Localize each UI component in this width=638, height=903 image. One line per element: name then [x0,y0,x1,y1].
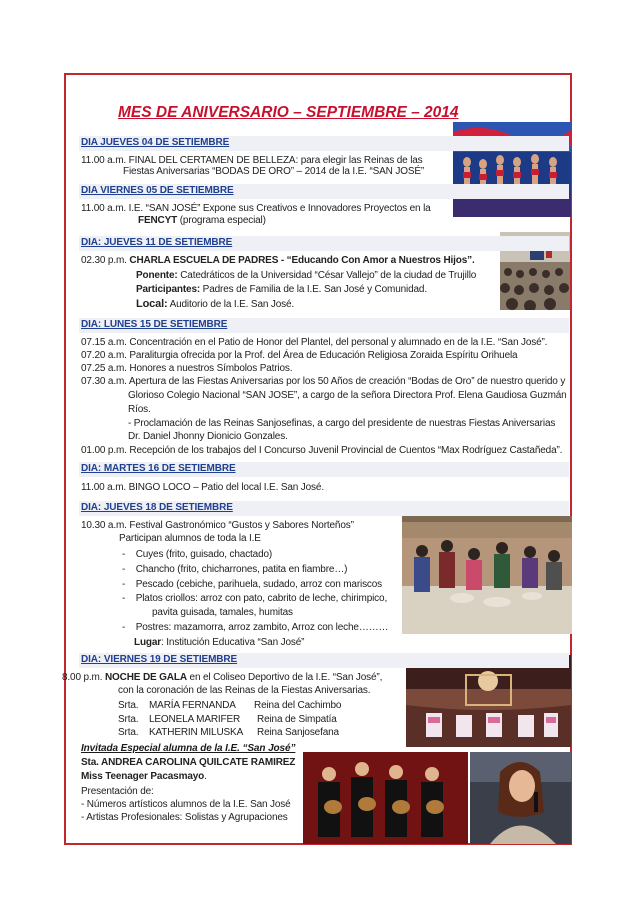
ponente-text: Catedráticos de la Universidad “César Vallejo” de la ciudad de Trujillo [177,270,477,281]
event-line: 07.15 a.m. Concentración en el Patio de Honor del Plantel, del personal y alumnado en de la I.E. “San José”. [81,337,548,348]
queen-name: LEONELA MARIFER [149,714,241,725]
event-line: Participan alumnos de toda la I.E [119,533,261,544]
event-line: 10.30 a.m. Festival Gastronómico “Gustos y Sabores Norteños” [81,520,354,531]
food-list-item: pavita guisada, tamales, humitas [152,607,293,618]
lugar-label: Lugar [134,637,162,648]
fencyt-label: FENCYT [138,215,178,226]
gala-night-photo [406,655,571,747]
event-line: Glorioso Colegio Nacional “SAN JOSE”, a cargo de la señora Directora Prof. Elena Gaudiosa Guzmán [128,390,567,401]
event-line [136,298,294,311]
event-line: con la coronación de las Reinas de la Fiestas Aniversarias. [118,685,371,696]
presentation-label: Presentación de: [81,786,154,797]
queen-title: Reina de Simpatía [257,714,337,725]
miss-dot: . [204,771,207,782]
queen-prefix: Srta. [118,714,139,725]
food-item-text: Platos criollos: arroz con pato, cabrito de leche, chirimpico, [135,593,388,604]
local-text: Auditorio de la I.E. San José. [167,299,295,310]
queen-title: Reina Sanjosefana [257,727,339,738]
guest-title [81,771,207,783]
event-line: 07.25 a.m. Honores a nuestros Símbolos Patrios. [81,363,293,374]
event-line: 11.00 a.m. BINGO LOCO – Patio del local I.E. San José. [81,482,324,493]
food-item-text: Cuyes (frito, guisado, chactado) [135,549,273,560]
date-heading-05: DIA VIERNES 05 DE SETIEMBRE [81,185,234,196]
date-heading-18: DIA: JUEVES 18 DE SETIEMBRE [81,502,233,513]
food-item-text: Postres: mazamorra, arroz zambito, Arroz con leche……… [135,622,389,633]
food-list-item: - Pescado (cebiche, parihuela, sudado, arroz con mariscos [122,579,383,590]
food-item-text: Chancho (frito, chicharrones, patita en fiambre…) [135,564,348,575]
miss-title: Miss Teenager Pacasmayo [81,771,205,782]
musicians-photo [303,752,468,844]
event-line: 01.00 p.m. Recepción de los trabajos del I Concurso Juvenil Provincial de Cuentos “Max Rodríguez Castañeda”. [81,445,563,456]
date-heading-15: DIA: LUNES 15 DE SETIEMBRE [81,319,228,330]
food-list-item: - Postres: mazamorra, arroz zambito, Arroz con leche……… [122,622,389,633]
event-line [136,284,427,296]
event-line [136,270,476,282]
queen-row [118,714,138,726]
event-line [62,672,382,684]
food-list-item: - Platos criollos: arroz con pato, cabrito de leche, chirimpico, [122,593,388,604]
event-line: - Proclamación de las Reinas Sanjosefinas, a cargo del presidente de nuestras Fiestas Aniversarias [128,418,556,429]
guest-heading: Invitada Especial alumna de la I.E. “San José” [81,743,296,754]
event-line: Dr. Daniel Jhonny Dionicio Gonzales. [128,431,288,442]
page-title: MES DE ANIVERSARIO – SEPTIEMBRE – 2014 [118,104,459,121]
ponente-label: Ponente: [136,270,178,281]
fencyt-rest: (programa especial) [177,215,266,226]
event-line: 11.00 a.m. I.E. “SAN JOSÉ” Expone sus Creativos e Innovadores Proyectos en la [81,203,431,214]
queen-title: Reina del Cachimbo [254,700,342,711]
date-heading-19: DIA: VIERNES 19 DE SETIEMBRE [81,654,238,665]
food-item-text: Pescado (cebiche, parihuela, sudado, arroz con mariscos [135,579,383,590]
queen-prefix: Srta. [118,700,139,711]
charla-title: CHARLA ESCUELA DE PADRES - “Educando Con Amor a Nuestros Hijos”. [129,255,475,266]
event-line [134,637,304,649]
date-heading-11: DIA: JUEVES 11 DE SETIEMBRE [81,237,233,248]
event-line: 07.30 a.m. Apertura de las Fiestas Aniversarias por los 50 Años de creación “Bodas de Oro” de nuestro querido y [81,376,566,387]
noche-rest: en el Coliseo Deportivo de la I.E. “San José”, [186,672,383,683]
local-label: Local: [136,298,168,310]
food-list-item: - Chancho (frito, chicharrones, patita en fiambre…) [122,564,348,575]
date-heading-16: DIA: MARTES 16 DE SETIEMBRE [81,463,236,474]
noche-de-gala: NOCHE DE GALA [104,672,187,683]
queen-name: KATHERIN MILUSKA [149,727,244,738]
guest-name: Sta. ANDREA CAROLINA QUILCATE RAMIREZ [81,757,296,768]
participantes-text: Padres de Familia de la I.E. San José y Comunidad. [200,284,427,295]
date-heading-04: DIA JUEVES 04 DE SETIEMBRE [81,137,230,148]
presentation-item: - Artistas Profesionales: Solistas y Agrupaciones [81,812,288,823]
event-line [81,255,475,267]
queen-row [118,727,138,739]
event-line: 07.20 a.m. Paraliturgia ofrecida por la Prof. del Área de Educación Religiosa Zoraida Espíritu Orihuela [81,350,518,361]
lugar-text: : Institución Educativa “San José” [161,637,305,648]
event-line [138,215,266,227]
participantes-label: Participantes: [136,284,201,295]
event-line: 11.00 a.m. FINAL DEL CERTAMEN DE BELLEZA: para elegir las Reinas de las [81,155,423,166]
presentation-item: - Números artísticos alumnos de la I.E. San José [81,799,291,810]
event-time: 02.30 p.m. [81,255,130,266]
event-time: 8.00 p.m. [62,672,105,683]
event-line: Fiestas Aniversarias “BODAS DE ORO” – 2014 de la I.E. “SAN JOSÉ” [123,166,425,177]
food-festival-photo [402,516,572,634]
queen-prefix: Srta. [118,727,139,738]
event-line: Ríos. [128,404,151,415]
queen-row [118,700,138,712]
singer-photo [470,752,571,844]
food-list-item: - Cuyes (frito, guisado, chactado) [122,549,273,560]
queen-name: MARÍA FERNANDA [149,700,236,711]
